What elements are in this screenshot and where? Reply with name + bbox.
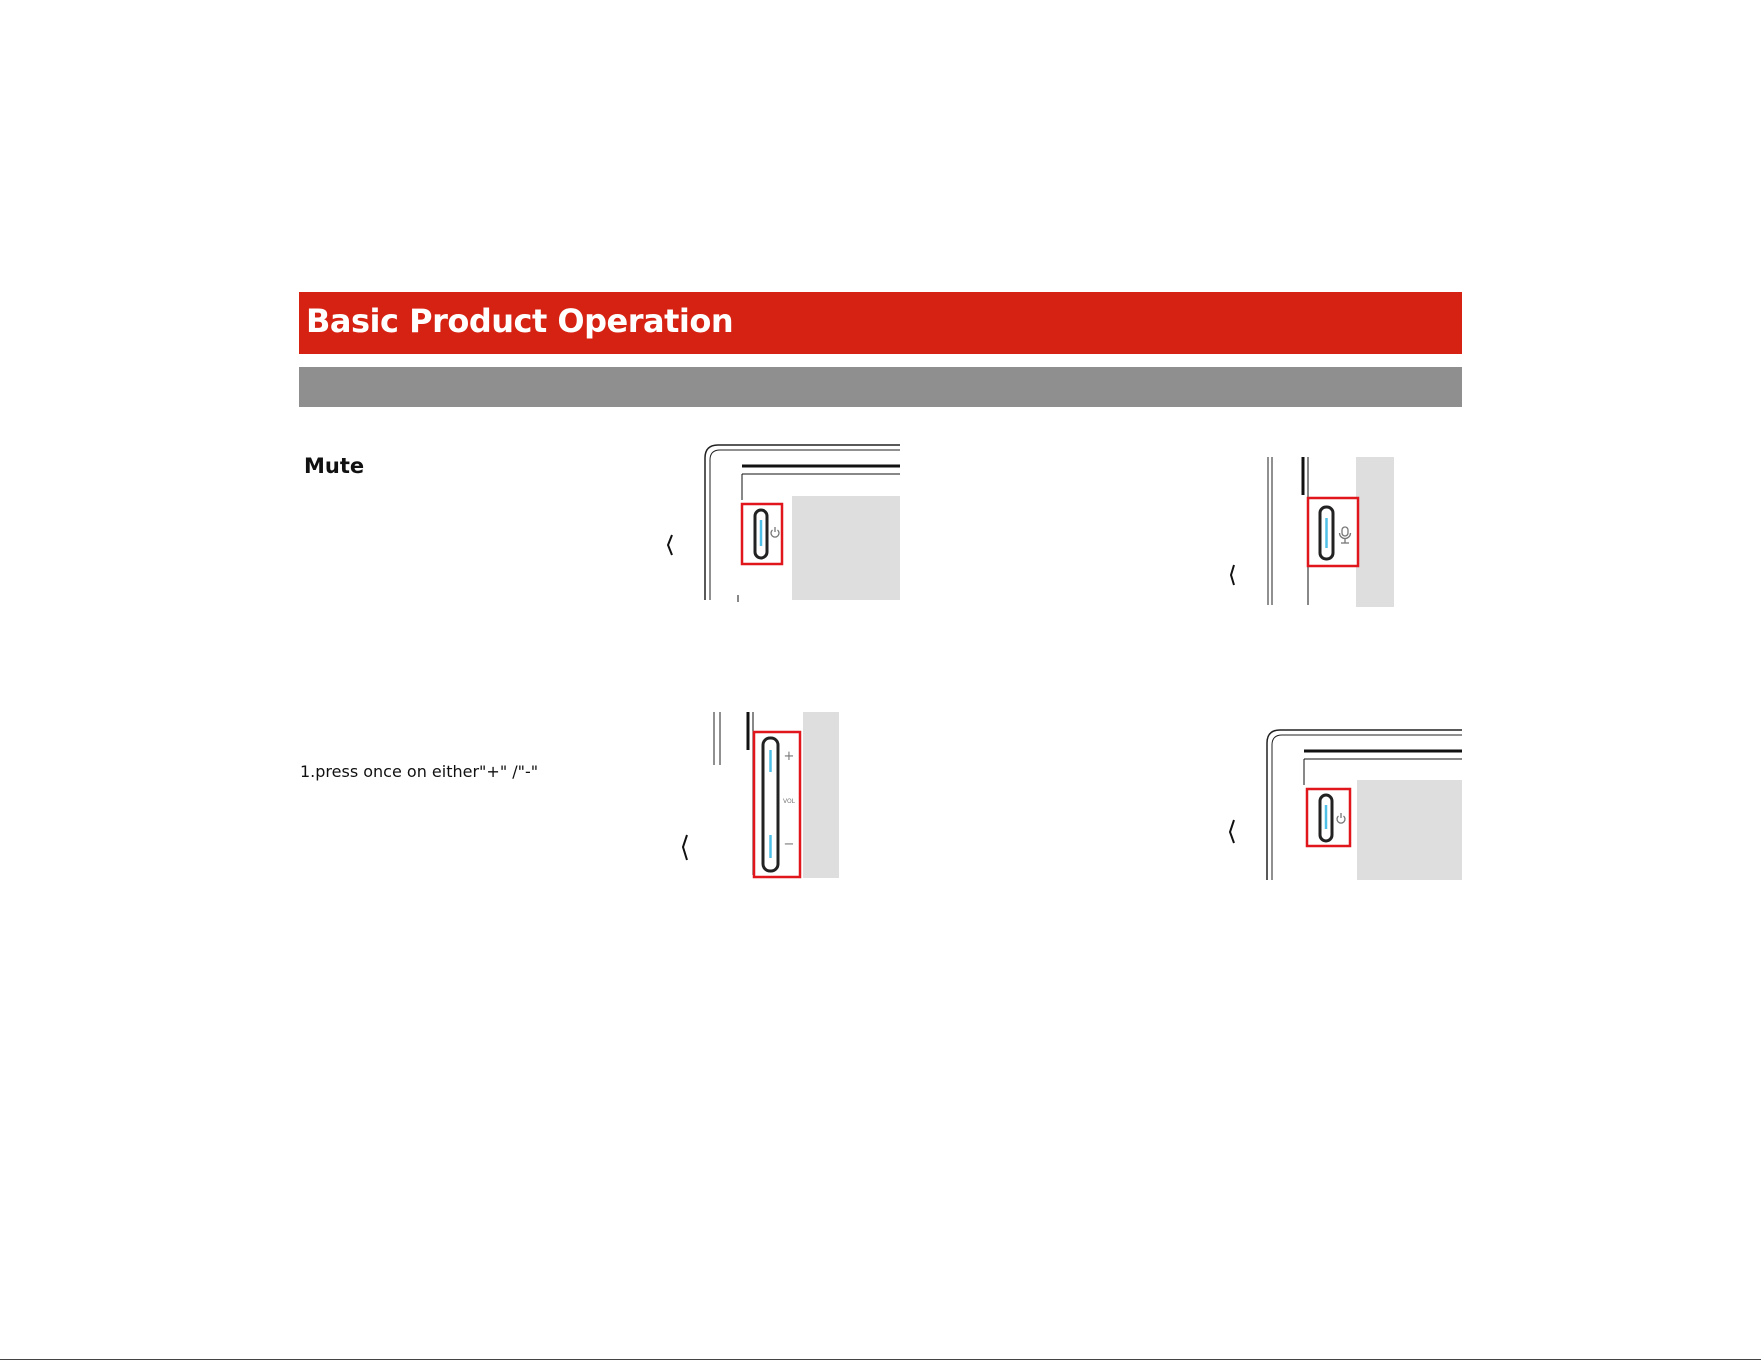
mute-heading: Mute: [304, 454, 365, 478]
section-title-bar: [299, 292, 1462, 354]
power-button-figure-2: [1222, 725, 1462, 885]
volume-button-figure: [670, 710, 840, 880]
footer-rule: [0, 1359, 1761, 1360]
power-button-figure: [660, 440, 900, 605]
subtitle-bar: [299, 367, 1462, 407]
page-title: Basic Product Operation: [306, 302, 734, 340]
volume-plus-label: +: [783, 749, 795, 764]
step-1-text: 1.press once on either"+" /"-": [300, 762, 539, 781]
volume-vol-label: VOL: [782, 798, 796, 805]
volume-minus-label: −: [783, 837, 795, 852]
mic-button-figure: [1228, 455, 1398, 610]
